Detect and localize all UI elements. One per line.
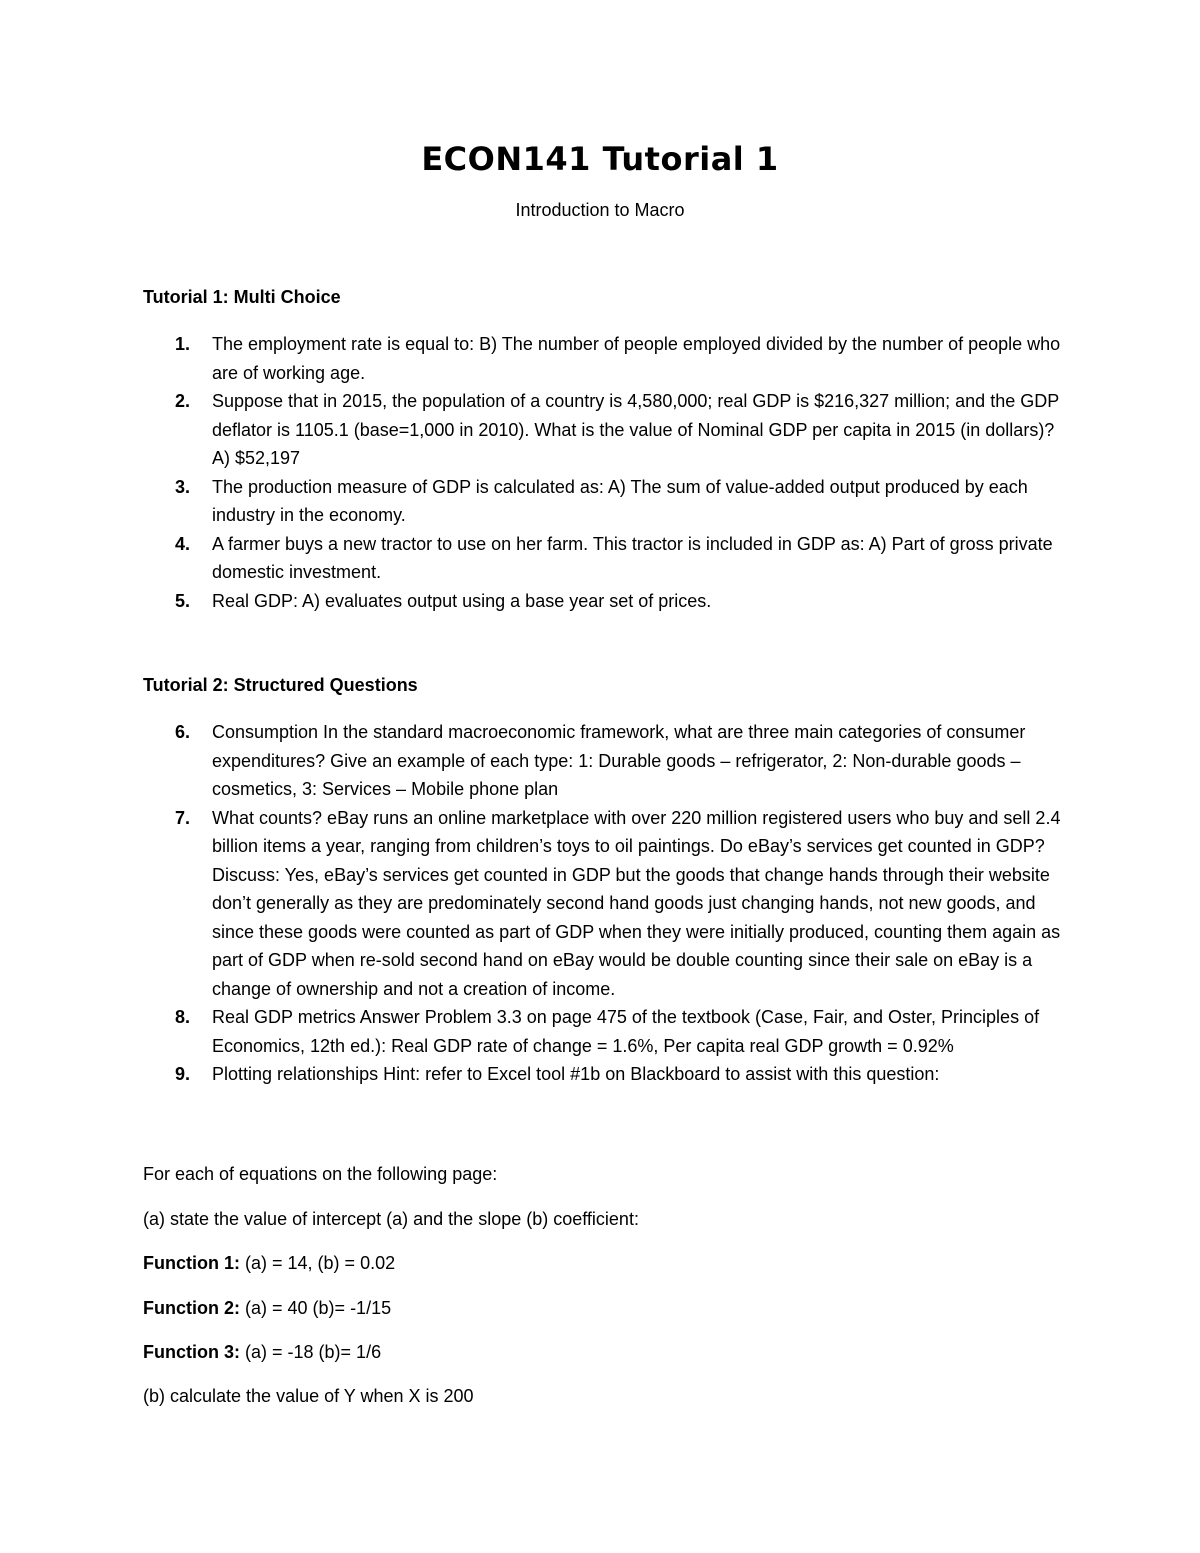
document-subtitle: Introduction to Macro — [515, 200, 685, 220]
item-number: 8. — [175, 1007, 191, 1027]
list-item — [0, 330, 1062, 387]
list-item — [0, 1003, 1062, 1060]
item-text: Suppose that in 2015, the population of a country is 4,580,000; real GDP is $216,327 million; and the GDP deflator is 1105.1 (base=1,000 in 2010). What is the value of Nominal GDP per capita in 2015 (in dollars)? A) $52,197 — [212, 391, 1059, 468]
part-a-text: (a) state the value of intercept (a) and the slope (b) coefficient: — [143, 1209, 639, 1229]
function-value: (a) = 14, (b) = 0.02 — [245, 1253, 396, 1273]
item-number: 2. — [175, 391, 191, 411]
section2-list — [0, 718, 1200, 1089]
item-number: 4. — [175, 533, 191, 554]
list-item — [0, 473, 1062, 530]
function-1-line — [143, 1249, 1063, 1277]
item-text: What counts? eBay runs an online marketplace with over 220 million registered users who buy and sell 2.4 billion items a year, ranging from children’s toys to oil paintings. Do eBay’s services get counted in GDP? Discuss: Yes, eBay’s services get counted in GDP but the goods that change hands through their website don’t generally as they are predominately second hand goods just changing hands, not new goods, and since these goods were counted as part of GDP when they were initially produced, counting them again as part of GDP when re-sold second hand on eBay would be double counting since their sale on eBay is a change of ownership and not a creation of income. — [212, 807, 1061, 999]
item-number: 6. — [175, 722, 191, 742]
item-number: 9. — [175, 1064, 191, 1084]
function-value: (a) = -18 (b)= 1/6 — [245, 1342, 382, 1362]
list-item — [0, 387, 1062, 473]
item-text: Real GDP: A) evaluates output using a base year set of prices. — [212, 590, 712, 611]
item-number: 1. — [175, 334, 191, 354]
item-number: 3. — [175, 476, 191, 497]
function-label: Function 1: — [143, 1253, 240, 1273]
function-label: Function 2: — [143, 1298, 240, 1318]
list-item — [0, 587, 1062, 616]
function-2-line — [143, 1294, 1063, 1322]
list-item — [0, 718, 1062, 804]
function-label: Function 3: — [143, 1342, 240, 1362]
list-item — [0, 530, 1062, 587]
item-text: A farmer buys a new tractor to use on her farm. This tractor is included in GDP as: A) Part of gross private domestic investment. — [212, 533, 1053, 582]
item-text: Plotting relationships Hint: refer to Excel tool #1b on Blackboard to assist with this question: — [212, 1064, 940, 1084]
document-title: ECON141 Tutorial 1 — [421, 140, 779, 178]
followup-intro: For each of equations on the following page: — [143, 1164, 498, 1184]
item-number: 5. — [175, 590, 191, 611]
item-text: The production measure of GDP is calculated as: A) The sum of value-added output produced by each industry in the economy. — [212, 476, 1028, 525]
item-text: The employment rate is equal to: B) The number of people employed divided by the number of people who are of working age. — [212, 334, 1061, 383]
section1-list — [0, 330, 1200, 615]
section1-heading: Tutorial 1: Multi Choice — [143, 287, 341, 307]
function-value: (a) = 40 (b)= -1/15 — [245, 1298, 392, 1318]
section2-heading: Tutorial 2: Structured Questions — [143, 675, 418, 695]
item-number: 7. — [175, 807, 191, 828]
list-item — [0, 804, 1062, 1004]
item-text: Real GDP metrics Answer Problem 3.3 on page 475 of the textbook (Case, Fair, and Oster, Principles of Economics, 12th ed.): Real GDP rate of change = 1.6%, Per capita real GDP growth = 0.92% — [212, 1007, 1040, 1056]
list-item — [0, 1060, 1062, 1089]
function-3-line — [143, 1338, 1063, 1366]
part-b-text: (b) calculate the value of Y when X is 200 — [143, 1386, 474, 1406]
item-text: Consumption In the standard macroeconomic framework, what are three main categories of consumer expenditures? Give an example of each type: 1: Durable goods – refrigerator, 2: Non-durable goods – cosmetics, 3: Services – Mobile phone plan — [212, 722, 1026, 799]
